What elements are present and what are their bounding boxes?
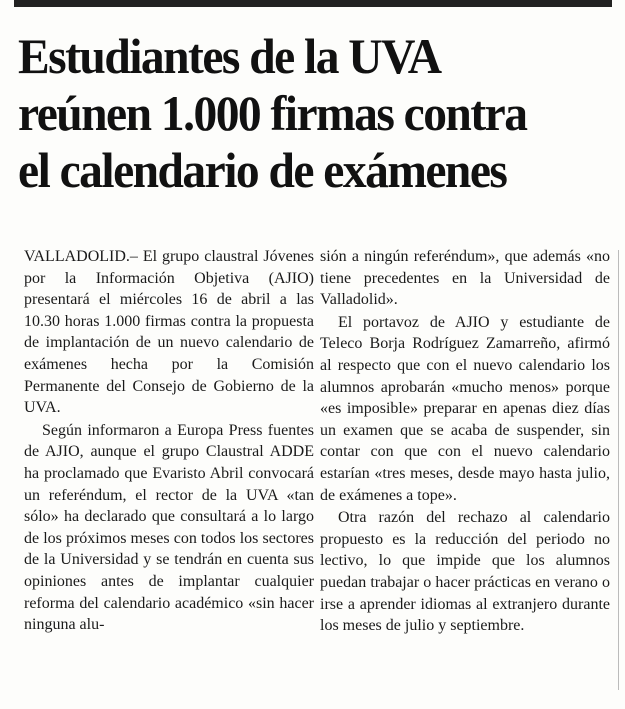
headline-line: el calendario de exámenes — [18, 142, 507, 198]
column-edge-rule — [618, 250, 619, 690]
paragraph: Otra razón del rechazo al calendario propuesto es la reducción del periodo no lectivo, lo que impide que los alumnos puedan trabajar o hacer prácticas en verano o irse a aprender idiomas al extranjero durante los meses de julio y septiembre. — [320, 509, 610, 635]
headline-line: Estudiantes de la UVA — [18, 28, 441, 84]
headline — [18, 28, 588, 199]
right-column — [320, 246, 610, 637]
paragraph: El portavoz de AJIO y estudiante de Teleco Borja Rodríguez Zamarreño, afirmó al respecto que con el nuevo calendario los alumnos aprobarán «mucho menos» porque «es imposible» preparar en apenas diez días un examen que se acaba de suspender, sin contar con que con el nuevo calendario estarían «tres meses, desde mayo hasta julio, de exámenes a tope». — [320, 313, 610, 504]
paragraph: Según informaron a Europa Press fuentes de AJIO, aunque el grupo Claustral ADDE ha proclamado que Evaristo Abril convocará un referéndum, el rector de la UVA «tan sólo» ha declarado que consultará a lo largo de los próximos meses con todos los sectores de la Universidad y se tendrán en cuenta sus opiniones antes de implantar cualquier reforma del calendario académico «sin hacer ninguna alu- — [24, 421, 314, 634]
headline-line: reúnen 1.000 firmas contra — [18, 85, 527, 141]
paragraph-continued: sión a ningún referéndum», que además «no tiene precedentes en la Universidad de Valladolid». — [320, 248, 610, 309]
left-column — [24, 246, 314, 636]
paragraph-dateline: VALLADOLID.– El grupo claustral Jóvenes por la Información Objetiva (AJIO) presentará el miércoles 16 de abril a las 10.30 horas 1.000 firmas contra la propuesta de implantación de un nuevo calendario de exámenes hecha por la Comisión Permanente del Consejo de Gobierno de la UVA. — [24, 248, 314, 417]
top-rule — [14, 0, 612, 7]
